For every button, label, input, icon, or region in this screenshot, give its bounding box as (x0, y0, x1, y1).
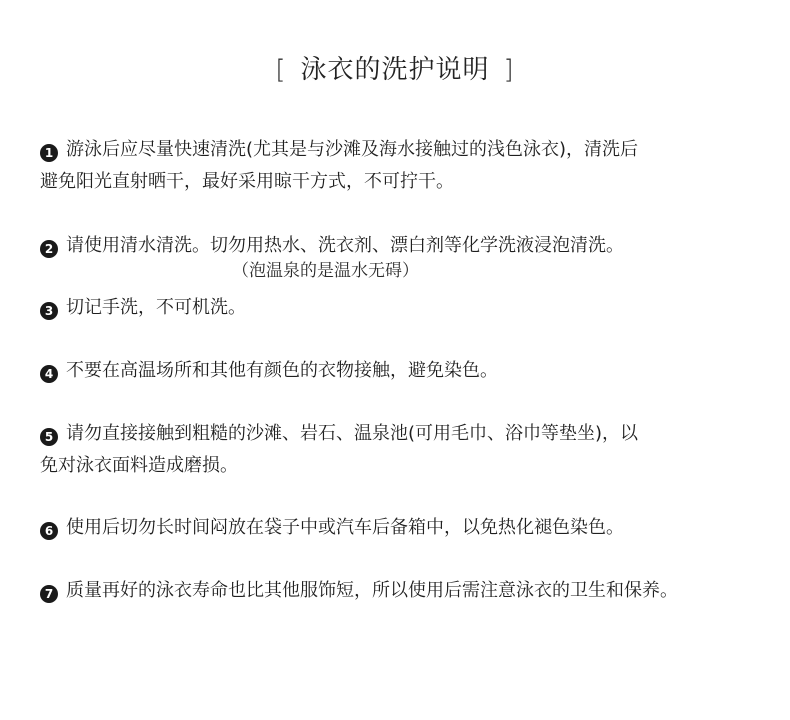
page-title (0, 50, 790, 90)
number-badge-5: 5 (40, 428, 58, 446)
care-item-7 (40, 577, 760, 605)
care-item-5-line1: 请勿直接接触到粗糙的沙滩、岩石、温泉池(可用毛巾、浴巾等垫坐)，以 (66, 423, 639, 444)
title-open-bracket: [ (275, 55, 287, 85)
care-item-2 (40, 232, 760, 260)
care-item-4-line1: 不要在高温场所和其他有颜色的衣物接触，避免染色。 (66, 360, 498, 381)
care-item-1-line2: 避免阳光直射晒干，最好采用晾干方式，不可拧干。 (40, 171, 454, 192)
number-badge-3: 3 (40, 302, 58, 320)
care-item-7-line1: 质量再好的泳衣寿命也比其他服饰短，所以使用后需注意泳衣的卫生和保养。 (66, 580, 678, 601)
number-badge-7: 7 (40, 585, 58, 603)
number-badge-1: 1 (40, 144, 58, 162)
number-badge-2: 2 (40, 240, 58, 258)
care-item-2-note: （泡温泉的是温水无碍） (232, 261, 419, 281)
care-item-1-line1: 游泳后应尽量快速清洗(尤其是与沙滩及海水接触过的浅色泳衣)，清洗后 (66, 139, 639, 160)
number-badge-6: 6 (40, 522, 58, 540)
care-item-6-line1: 使用后切勿长时间闷放在袋子中或汽车后备箱中，以免热化褪色染色。 (66, 517, 624, 538)
care-item-3 (40, 294, 760, 322)
care-item-2-line1: 请使用清水清洗。切勿用热水、洗衣剂、漂白剂等化学洗液浸泡清洗。 (66, 235, 624, 256)
title-text: 泳衣的洗护说明 (300, 55, 490, 85)
number-badge-4: 4 (40, 365, 58, 383)
care-item-4 (40, 357, 760, 385)
care-item-1 (40, 136, 760, 196)
title-close-bracket: ] (503, 55, 515, 85)
care-item-6 (40, 514, 760, 542)
care-item-5-line2: 免对泳衣面料造成磨损。 (40, 455, 238, 476)
care-item-5 (40, 420, 760, 480)
care-item-3-line1: 切记手洗，不可机洗。 (66, 297, 246, 318)
